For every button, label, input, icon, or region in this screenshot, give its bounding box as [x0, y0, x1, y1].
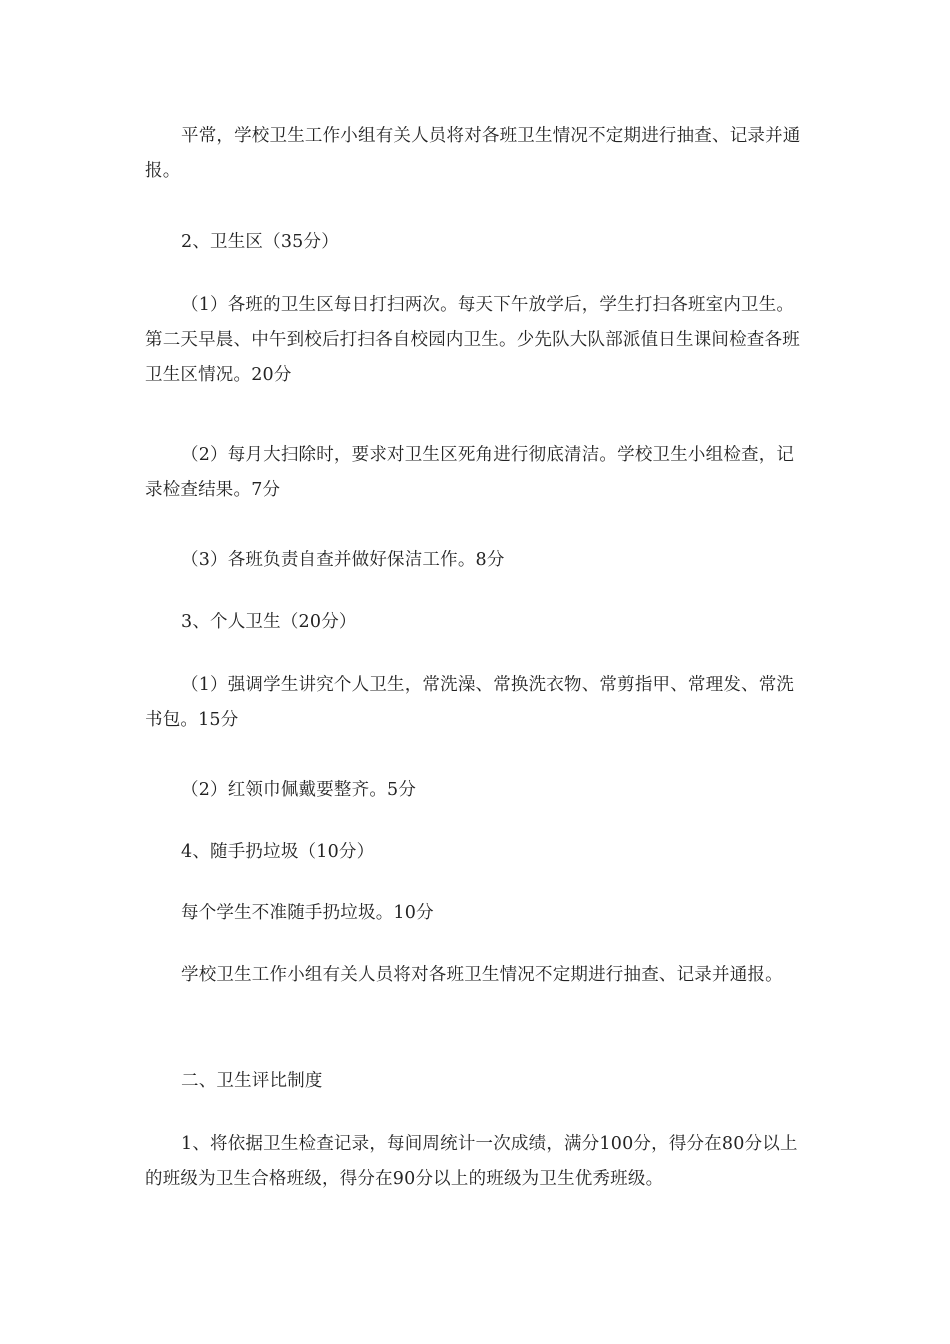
paragraph-area-item-3: （3）各班负责自查并做好保洁工作。8分 [181, 550, 505, 570]
paragraph-personal-item-1: （1）强调学生讲究个人卫生，常洗澡、常换洗衣物、常剪指甲、常理发、常洗书包。15分 [145, 675, 795, 730]
paragraph-inspection-note: 平常，学校卫生工作小组有关人员将对各班卫生情况不定期进行抽查、记录并通报。 [145, 126, 801, 181]
paragraph-litter-rule: 每个学生不准随手扔垃圾。10分 [181, 903, 434, 923]
paragraph-area-item-1: （1）各班的卫生区每日打扫两次。每天下午放学后，学生打扫各班室内卫生。第二天早晨、中午到校后打扫各自校园内卫生。少先队大队部派值日生课间检查各班卫生区情况。20分 [145, 295, 800, 385]
paragraph-inspection-note-2: 学校卫生工作小组有关人员将对各班卫生情况不定期进行抽查、记录并通报。 [181, 965, 783, 985]
heading-litter: 4、随手扔垃圾（10分） [181, 842, 375, 862]
paragraph-evaluation-item-1: 1、将依据卫生检查记录，每间周统计一次成绩，满分100分，得分在80分以上的班级为卫生合格班级，得分在90分以上的班级为卫生优秀班级。 [145, 1134, 798, 1189]
paragraph-area-item-2: （2）每月大扫除时，要求对卫生区死角进行彻底清洁。学校卫生小组检查，记录检查结果。7分 [145, 445, 795, 500]
heading-hygiene-area: 2、卫生区（35分） [181, 232, 339, 252]
paragraph-personal-item-2: （2）红领巾佩戴要整齐。5分 [181, 780, 417, 800]
heading-evaluation-system: 二、卫生评比制度 [181, 1071, 323, 1091]
heading-personal-hygiene: 3、个人卫生（20分） [181, 612, 357, 632]
